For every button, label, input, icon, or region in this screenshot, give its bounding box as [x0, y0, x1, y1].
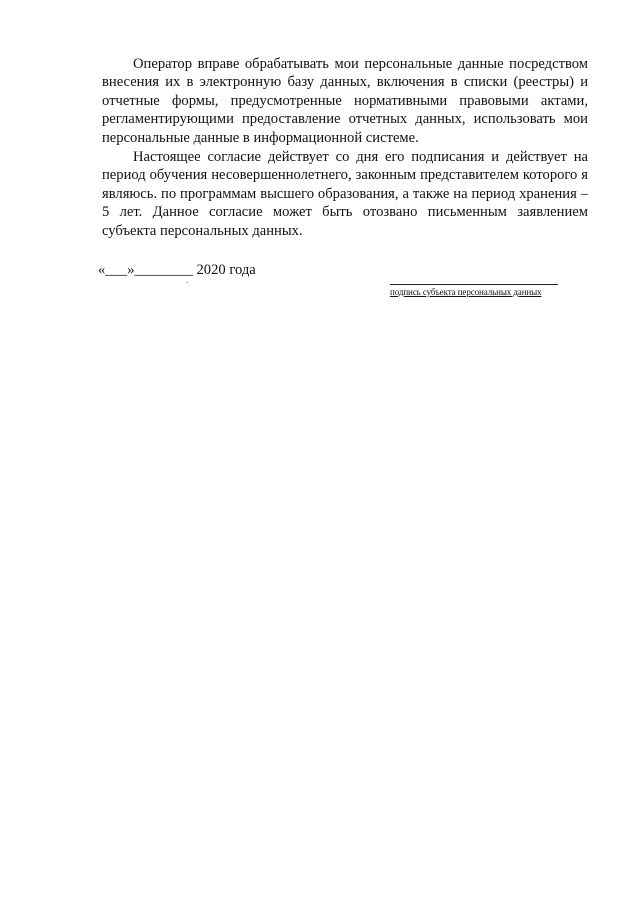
scan-speck	[187, 282, 188, 283]
signature-line	[390, 284, 558, 285]
paragraph-consent-validity: Настоящее согласие действует со дня его подписания и действует на период обучения несовершеннолетнего, законным представителем которого я являюсь. по программам высшего образования, а также на период хранения – 5 лет. Данное согласие может быть отозвано письменным заявлением субъекта персональных данных.	[102, 149, 588, 239]
signature-caption: подпись субъекта персональных данных	[390, 287, 542, 297]
consent-body	[102, 55, 588, 240]
date-line: «___»________ 2020 года	[98, 262, 256, 278]
paragraph-operator-rights: Оператор вправе обрабатывать мои персональные данные посредством внесения их в электронную базу данных, включения в списки (реестры) и отчетные формы, предусмотренные нормативными правовыми актами, регламентирующими предоставление отчетных данных, использовать мои персональные данные в информационной системе.	[102, 56, 588, 146]
